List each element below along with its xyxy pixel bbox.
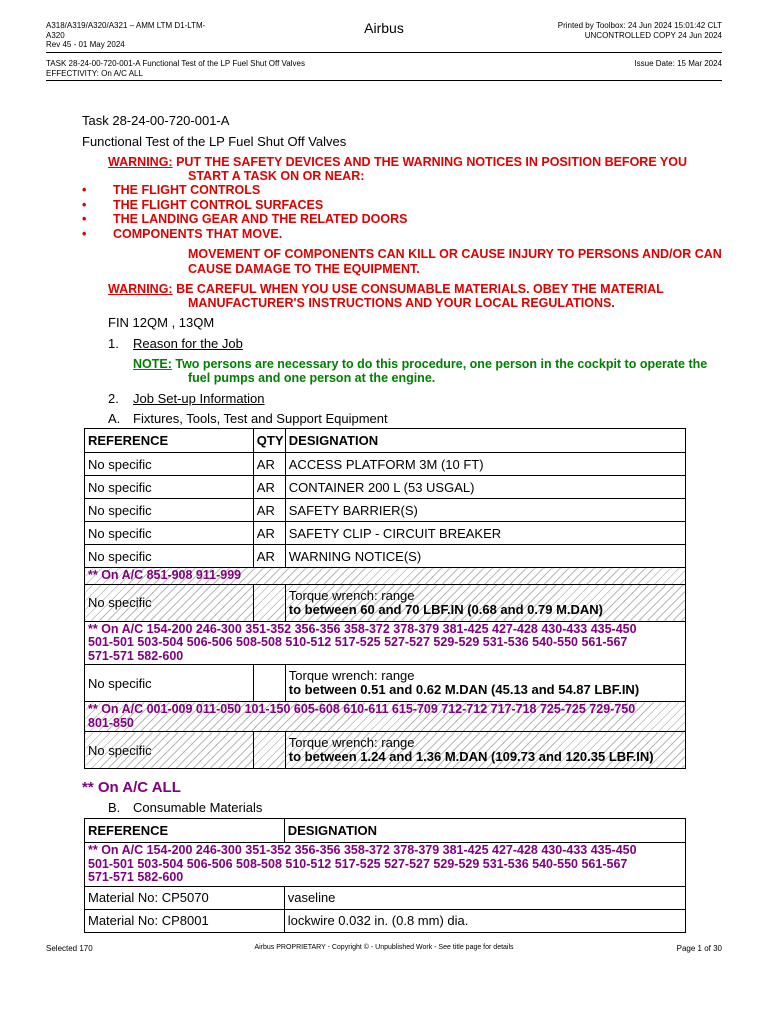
doc-header-right	[558, 21, 722, 40]
list-item: • THE FLIGHT CONTROLS	[82, 183, 261, 197]
issue-date: Issue Date: 15 Mar 2024	[634, 59, 722, 68]
table-row: No specific AR SAFETY BARRIER(S)	[85, 499, 686, 522]
table-header-row	[85, 819, 686, 843]
warning2-line2: MANUFACTURER'S INSTRUCTIONS AND YOUR LOCAL REGULATIONS.	[188, 296, 615, 310]
header-airbus: Airbus	[364, 20, 404, 36]
effectivity-all: ** On A/C ALL	[82, 779, 181, 796]
note	[133, 357, 707, 372]
list-item: • THE LANDING GEAR AND THE RELATED DOORS	[82, 212, 408, 227]
manual-title: A318/A319/A320/A321 – AMM LTM D1-LTM-	[46, 21, 206, 30]
table-row: No specific Torque wrench: range to between 1.24 and 1.36 M.DAN (109.73 and 120.35 LBF.IN)	[85, 732, 686, 769]
section-1-title: Reason for the Job	[133, 336, 243, 351]
table-row: No specific Torque wrench: range to between 60 and 70 LBF.IN (0.68 and 0.79 M.DAN)	[85, 584, 686, 621]
col-reference: REFERENCE	[85, 429, 254, 453]
footer-copyright: Airbus PROPRIETARY - Copyright © - Unpublished Work - See title page for details	[254, 944, 514, 951]
subsection-a-heading: A. Fixtures, Tools, Test and Support Equipment	[108, 411, 388, 426]
effectivity-row-2: ** On A/C 154-200 246-300 351-352 356-356 358-372 378-379 381-425 427-428 430-433 435-450 501-501 503-504 506-506 508-508 510-512 517-525 527-527 529-529 531-536 540-550 561-567 571-571 582-600	[85, 621, 686, 665]
task-ref-block	[46, 59, 305, 78]
warning1-bullet-list	[82, 183, 407, 242]
tools-table	[84, 428, 686, 769]
effectivity-row-3: ** On A/C 001-009 011-050 101-150 605-608 610-611 615-709 712-712 717-718 725-725 729-750 801-850	[85, 702, 686, 732]
revision: Rev 45 - 01 May 2024	[46, 40, 125, 49]
subsection-a-title: Fixtures, Tools, Test and Support Equipment	[133, 411, 388, 426]
warning1-line1: PUT THE SAFETY DEVICES AND THE WARNING NOTICES IN POSITION BEFORE YOU	[176, 155, 687, 169]
fin-reference: FIN 12QM , 13QM	[108, 315, 215, 330]
warning1-line2: START A TASK ON OR NEAR:	[188, 169, 365, 183]
list-item: • COMPONENTS THAT MOVE.	[82, 227, 283, 242]
list-item: • THE FLIGHT CONTROL SURFACES	[82, 197, 324, 212]
task-title: Functional Test of the LP Fuel Shut Off Valves	[82, 134, 347, 149]
warning2-line1: BE CAREFUL WHEN YOU USE CONSUMABLE MATERIALS. OBEY THE MATERIAL	[176, 282, 664, 296]
header-rule-2	[46, 80, 722, 81]
header-rule	[46, 52, 722, 53]
col-qty: QTY	[253, 429, 285, 453]
note-line2: fuel pumps and one person at the engine.	[188, 371, 436, 385]
footer-page-number: Page 1 of 30	[676, 944, 722, 953]
subsection-b-title: Consumable Materials	[133, 800, 263, 815]
table-row: Material No: CP5070 vaseline	[85, 886, 686, 909]
table-row: No specific AR ACCESS PLATFORM 3M (10 FT)	[85, 453, 686, 476]
warning2	[108, 282, 664, 297]
table-row: No specific AR WARNING NOTICE(S)	[85, 545, 686, 568]
warning1-consequence: MOVEMENT OF COMPONENTS CAN KILL OR CAUSE INJURY TO PERSONS AND/OR CAN CAUSE DAMAGE TO THE EQUIPMENT.	[188, 247, 722, 276]
doc-header-left	[46, 21, 205, 50]
task-ref: TASK 28-24-00-720-001-A Functional Test of the LP Fuel Shut Off Valves	[46, 59, 305, 68]
uncontrolled-copy: UNCONTROLLED COPY 24 Jun 2024	[584, 30, 722, 40]
table-row: No specific AR SAFETY CLIP - CIRCUIT BREAKER	[85, 522, 686, 545]
effectivity-row: ** On A/C 154-200 246-300 351-352 356-356 358-372 378-379 381-425 427-428 430-433 435-450 501-501 503-504 506-506 508-508 510-512 517-525 527-527 529-529 531-536 540-550 561-567 571-571 582-600	[85, 843, 686, 887]
col-designation: DESIGNATION	[284, 819, 685, 843]
effectivity-row-1: ** On A/C 851-908 911-999	[85, 568, 686, 585]
col-reference: REFERENCE	[85, 819, 285, 843]
note-line1: Two persons are necessary to do this procedure, one person in the cockpit to operate the	[175, 357, 708, 371]
section-1-heading: 1. Reason for the Job	[108, 336, 243, 351]
footer-selected: Selected 170	[46, 944, 93, 953]
section-2-title: Job Set-up Information	[133, 391, 265, 406]
print-info: Printed by Toolbox: 24 Jun 2024 15:01:42 CLT	[557, 21, 722, 30]
col-designation: DESIGNATION	[285, 429, 685, 453]
table-row: No specific AR CONTAINER 200 L (53 USGAL)	[85, 476, 686, 499]
task-number: Task 28-24-00-720-001-A	[82, 113, 230, 128]
warning1	[108, 155, 687, 170]
table-row: No specific Torque wrench: range to between 0.51 and 0.62 M.DAN (45.13 and 54.87 LBF.IN)	[85, 665, 686, 702]
table-header-row	[85, 429, 686, 453]
effectivity: EFFECTIVITY: On A/C ALL	[46, 68, 143, 78]
manual-title-cont: A320	[46, 30, 65, 40]
subsection-b-heading: B. Consumable Materials	[108, 800, 263, 815]
note-label: NOTE:	[133, 357, 172, 371]
section-2-heading: 2. Job Set-up Information	[108, 391, 265, 406]
warning2-label: WARNING:	[108, 282, 173, 296]
consumables-table	[84, 818, 686, 933]
table-row: Material No: CP8001 lockwire 0.032 in. (0.8 mm) dia.	[85, 909, 686, 932]
warning1-label: WARNING:	[108, 155, 173, 169]
